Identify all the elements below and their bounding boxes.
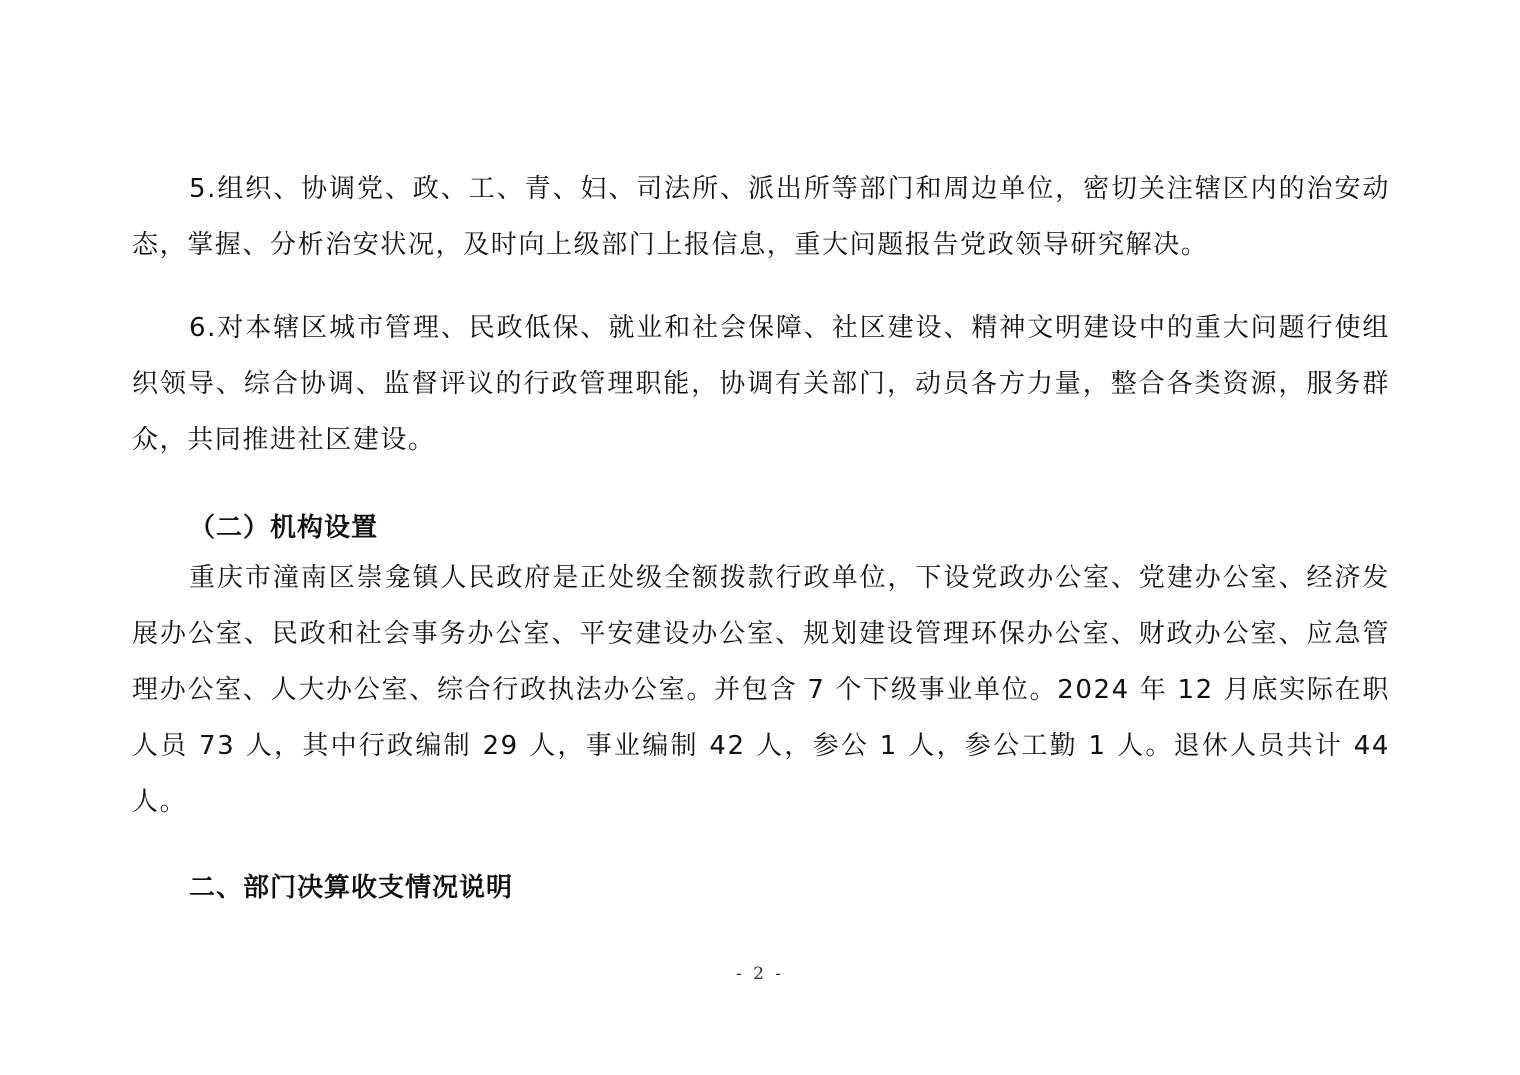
page-number: - 2 - xyxy=(735,964,785,984)
heading-org-setup: （二）机构设置 xyxy=(189,513,379,543)
paragraph-org-body: 重庆市潼南区崇龛镇人民政府是正处级全额拨款行政单位，下设党政办公室、党建办公室、经济发展办公室、民政和社会事务办公室、平安建设办公室、规划建设管理环保办公室、财政办公室、应急管理办公室、人大办公室、综合行政执法办公室。并包含 7 个下级事业单位。2024 年 12 月底实际在职人员 73 人，其中行政编制 29 人，事业编制 42 人，参公 1 人，参公工勤 1 人。退休人员共计 44 人。 xyxy=(132,563,1390,817)
heading-section-two: 二、部门决算收支情况说明 xyxy=(189,873,514,903)
paragraph-item-6: 6.对本辖区城市管理、民政低保、就业和社会保障、社区建设、精神文明建设中的重大问题行使组织领导、综合协调、监督评议的行政管理职能，协调有关部门，动员各方力量，整合各类资源，服务群众，共同推进社区建设。 xyxy=(132,313,1390,455)
paragraph-item-5: 5.组织、协调党、政、工、青、妇、司法所、派出所等部门和周边单位，密切关注辖区内的治安动态，掌握、分析治安状况，及时向上级部门上报信息，重大问题报告党政领导研究解决。 xyxy=(132,174,1390,260)
